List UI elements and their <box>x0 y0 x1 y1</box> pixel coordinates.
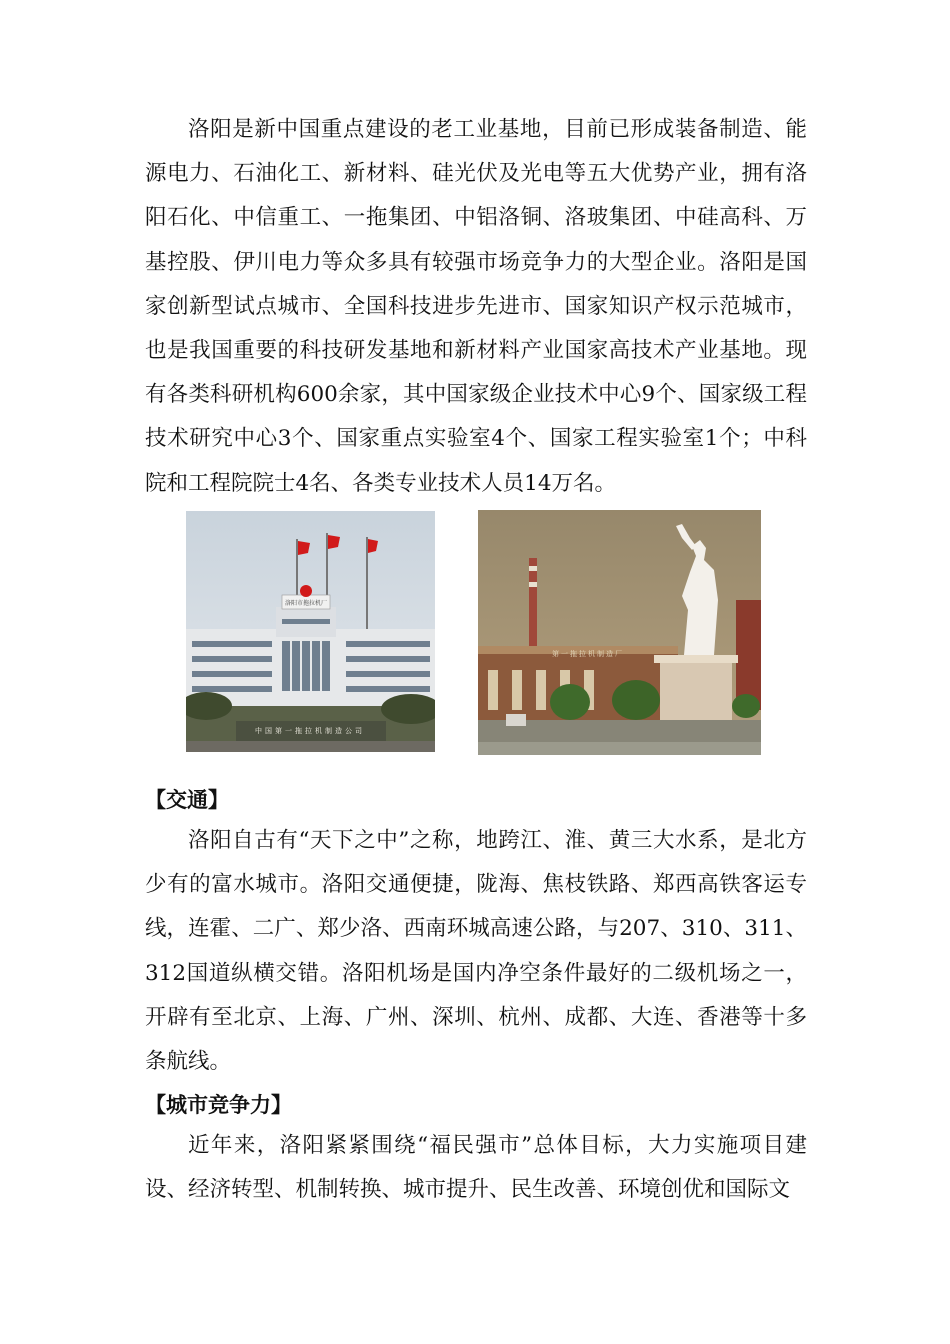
competitiveness-heading: 【城市竞争力】 <box>145 1093 292 1117</box>
competitiveness-paragraph: 近年来，洛阳紧紧围绕“福民强市”总体目标，大力实施项目建设、经济转型、机制转换、城市提升、民生改善、环境创优和国际文 <box>145 1133 807 1203</box>
gate-sign-text: 第一拖拉机制造厂 <box>552 650 624 658</box>
transport-heading: 【交通】 <box>145 788 229 812</box>
statue-square-photo <box>478 510 761 755</box>
factory-sign-text: 洛阳市拖拉机厂 <box>284 600 328 607</box>
factory-ground-text: 中国第一拖拉机制造公司 <box>255 727 365 735</box>
factory-building-photo <box>186 511 435 752</box>
intro-paragraph: 洛阳是新中国重点建设的老工业基地，目前已形成装备制造、能源电力、石油化工、新材料、硅光伏及光电等五大优势产业，拥有洛阳石化、中信重工、一拖集团、中铝洛铜、洛玻集团、中硅高科、万基控股、伊川电力等众多具有较强市场竞争力的大型企业。洛阳是国家创新型试点城市、全国科技进步先进市、国家知识产权示范城市，也是我国重要的科技研发基地和新材料产业国家高技术产业基地。现有各类科研机构600余家，其中国家级企业技术中心9个、国家级工程技术研究中心3个、国家重点实验室4个、国家工程实验室1个；中科院和工程院院士4名、各类专业技术人员14万名。 <box>145 117 807 496</box>
transport-paragraph: 洛阳自古有“天下之中”之称，地跨江、淮、黄三大水系，是北方少有的富水城市。洛阳交通便捷，陇海、焦枝铁路、郑西高铁客运专线，连霍、二广、郑少洛、西南环城高速公路，与207、310、311、312国道纵横交错。洛阳机场是国内净空条件最好的二级机场之一，开辟有至北京、上海、广州、深圳、杭州、成都、大连、香港等十多条航线。 <box>145 828 807 1075</box>
